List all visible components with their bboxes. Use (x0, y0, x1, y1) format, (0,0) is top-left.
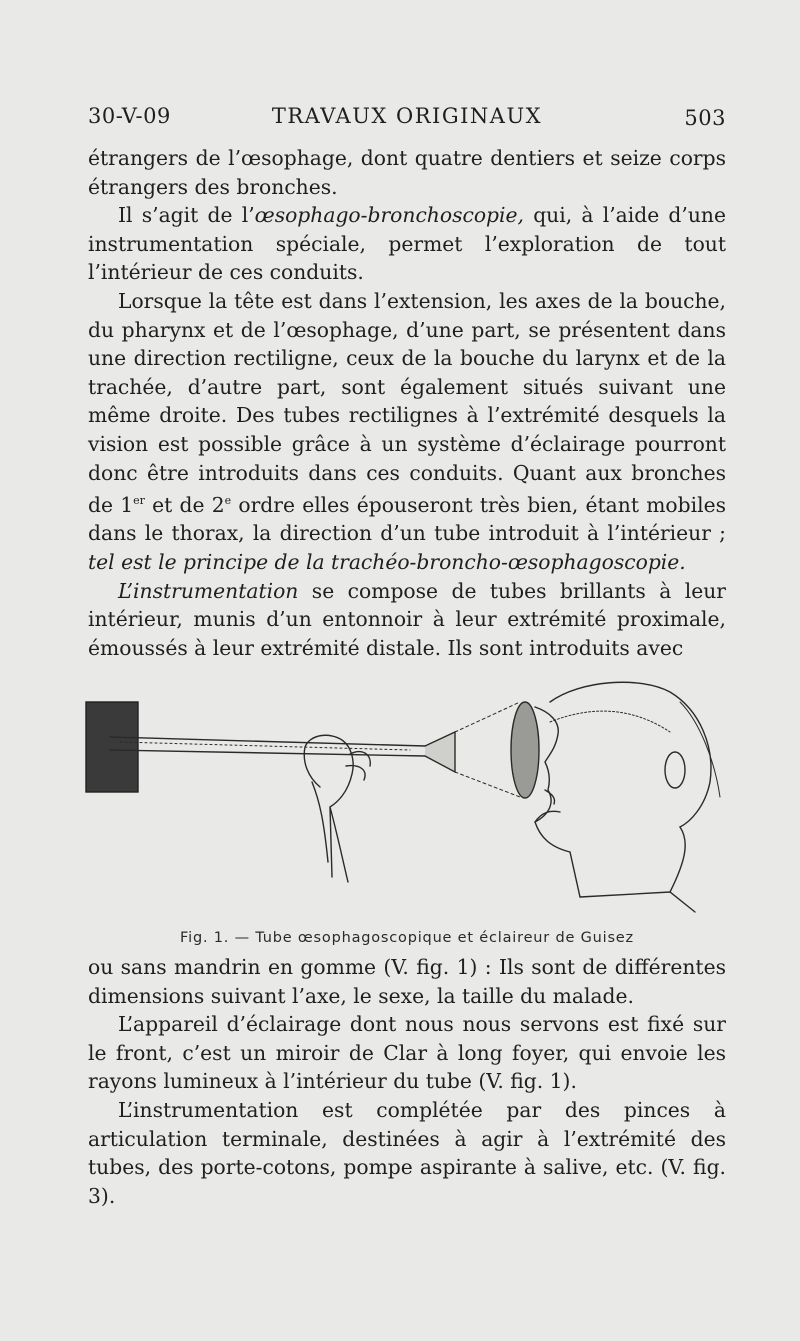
paragraph-4-end: se compose de tubes brillants à leur intérieur, munis d’un entonnoir à leur extrémité proximale, émoussés à leur extrémité distale. Ils sont introduits avec (88, 578, 726, 660)
head-outline (550, 682, 711, 827)
term-instrumentation: L’instrumentation (118, 578, 299, 603)
paragraph-3-end: ordre elles épouseront très bien, étant mobiles dans le thorax, la direction d’un tube introduit à l’intérieur ; (88, 492, 726, 546)
paragraph-5: ou sans mandrin en gomme (V. fig. 1) : Ils sont de différentes dimensions suivant l’axe, le sexe, la taille du malade. (88, 955, 726, 1008)
term-oesophago-bronchoscopie: œsophago-bronchoscopie, (254, 203, 524, 228)
paragraph-2 (88, 201, 726, 287)
superscript-e: e (224, 494, 232, 508)
tube-shaft (110, 737, 425, 756)
page-number: 503 (684, 106, 726, 130)
paragraph-3 (88, 287, 726, 577)
paragraph-7: L’instrumentation est complétée par des pinces à articulation terminale, destinées à agir à l’extrémité des tubes, des porte-cotons, pompe aspirante à salive, etc. (V. fig. 3). (88, 1097, 726, 1208)
body-text-bottom (88, 953, 726, 1210)
header-date: 30-V-09 (88, 104, 171, 128)
paragraph-1: étrangers de l’œsophage, dont quatre dentiers et seize corps étrangers des bronches. (88, 146, 726, 199)
superscript-er: er (133, 494, 145, 508)
tissue-block (86, 702, 138, 792)
paragraph-3-mid: et de 2 (144, 492, 225, 517)
figure-oesophagoscope-illustration (80, 662, 730, 922)
paragraph-4 (88, 577, 726, 663)
paragraph-3-start: Lorsque la tête est dans l’extension, les axes de la bouche, du pharynx et de l’œsophage, d’une part, se présentent dans une direction rectiligne, ceux de la bouche du larynx et de la trachée, d’autre part, sont également situés suivant une même droite. Des tubes rectilignes à l’extrémité desquels la vision est possible grâce à un système d’éclairage pourront donc être introduits dans ces conduits. Quant aux bronches de 1 (88, 288, 726, 517)
paragraph-2-start: Il s’agit de l’ (118, 203, 255, 228)
engraving-illustration (80, 662, 730, 922)
header-title: TRAVAUX ORIGINAUX (271, 104, 543, 128)
paragraph-6: L’appareil d’éclairage dont nous nous servons est fixé sur le front, c’est un miroir de Clar à long foyer, qui envoie les rayons lumineux à l’intérieur du tube (V. fig. 1). (88, 1012, 726, 1094)
running-header (88, 104, 726, 134)
body-text-top (88, 144, 726, 662)
face-profile (535, 707, 580, 897)
principle-statement: tel est le principe de la trachéo-broncho-œsophagoscopie. (88, 550, 686, 575)
figure-caption: Fig. 1. — Tube œsophagoscopique et éclaireur de Guisez (180, 930, 634, 946)
paragraph-2-end: qui, à l’aide d’une instrumentation spéciale, permet l’exploration de tout l’intérieur de ces conduits. (88, 203, 726, 285)
